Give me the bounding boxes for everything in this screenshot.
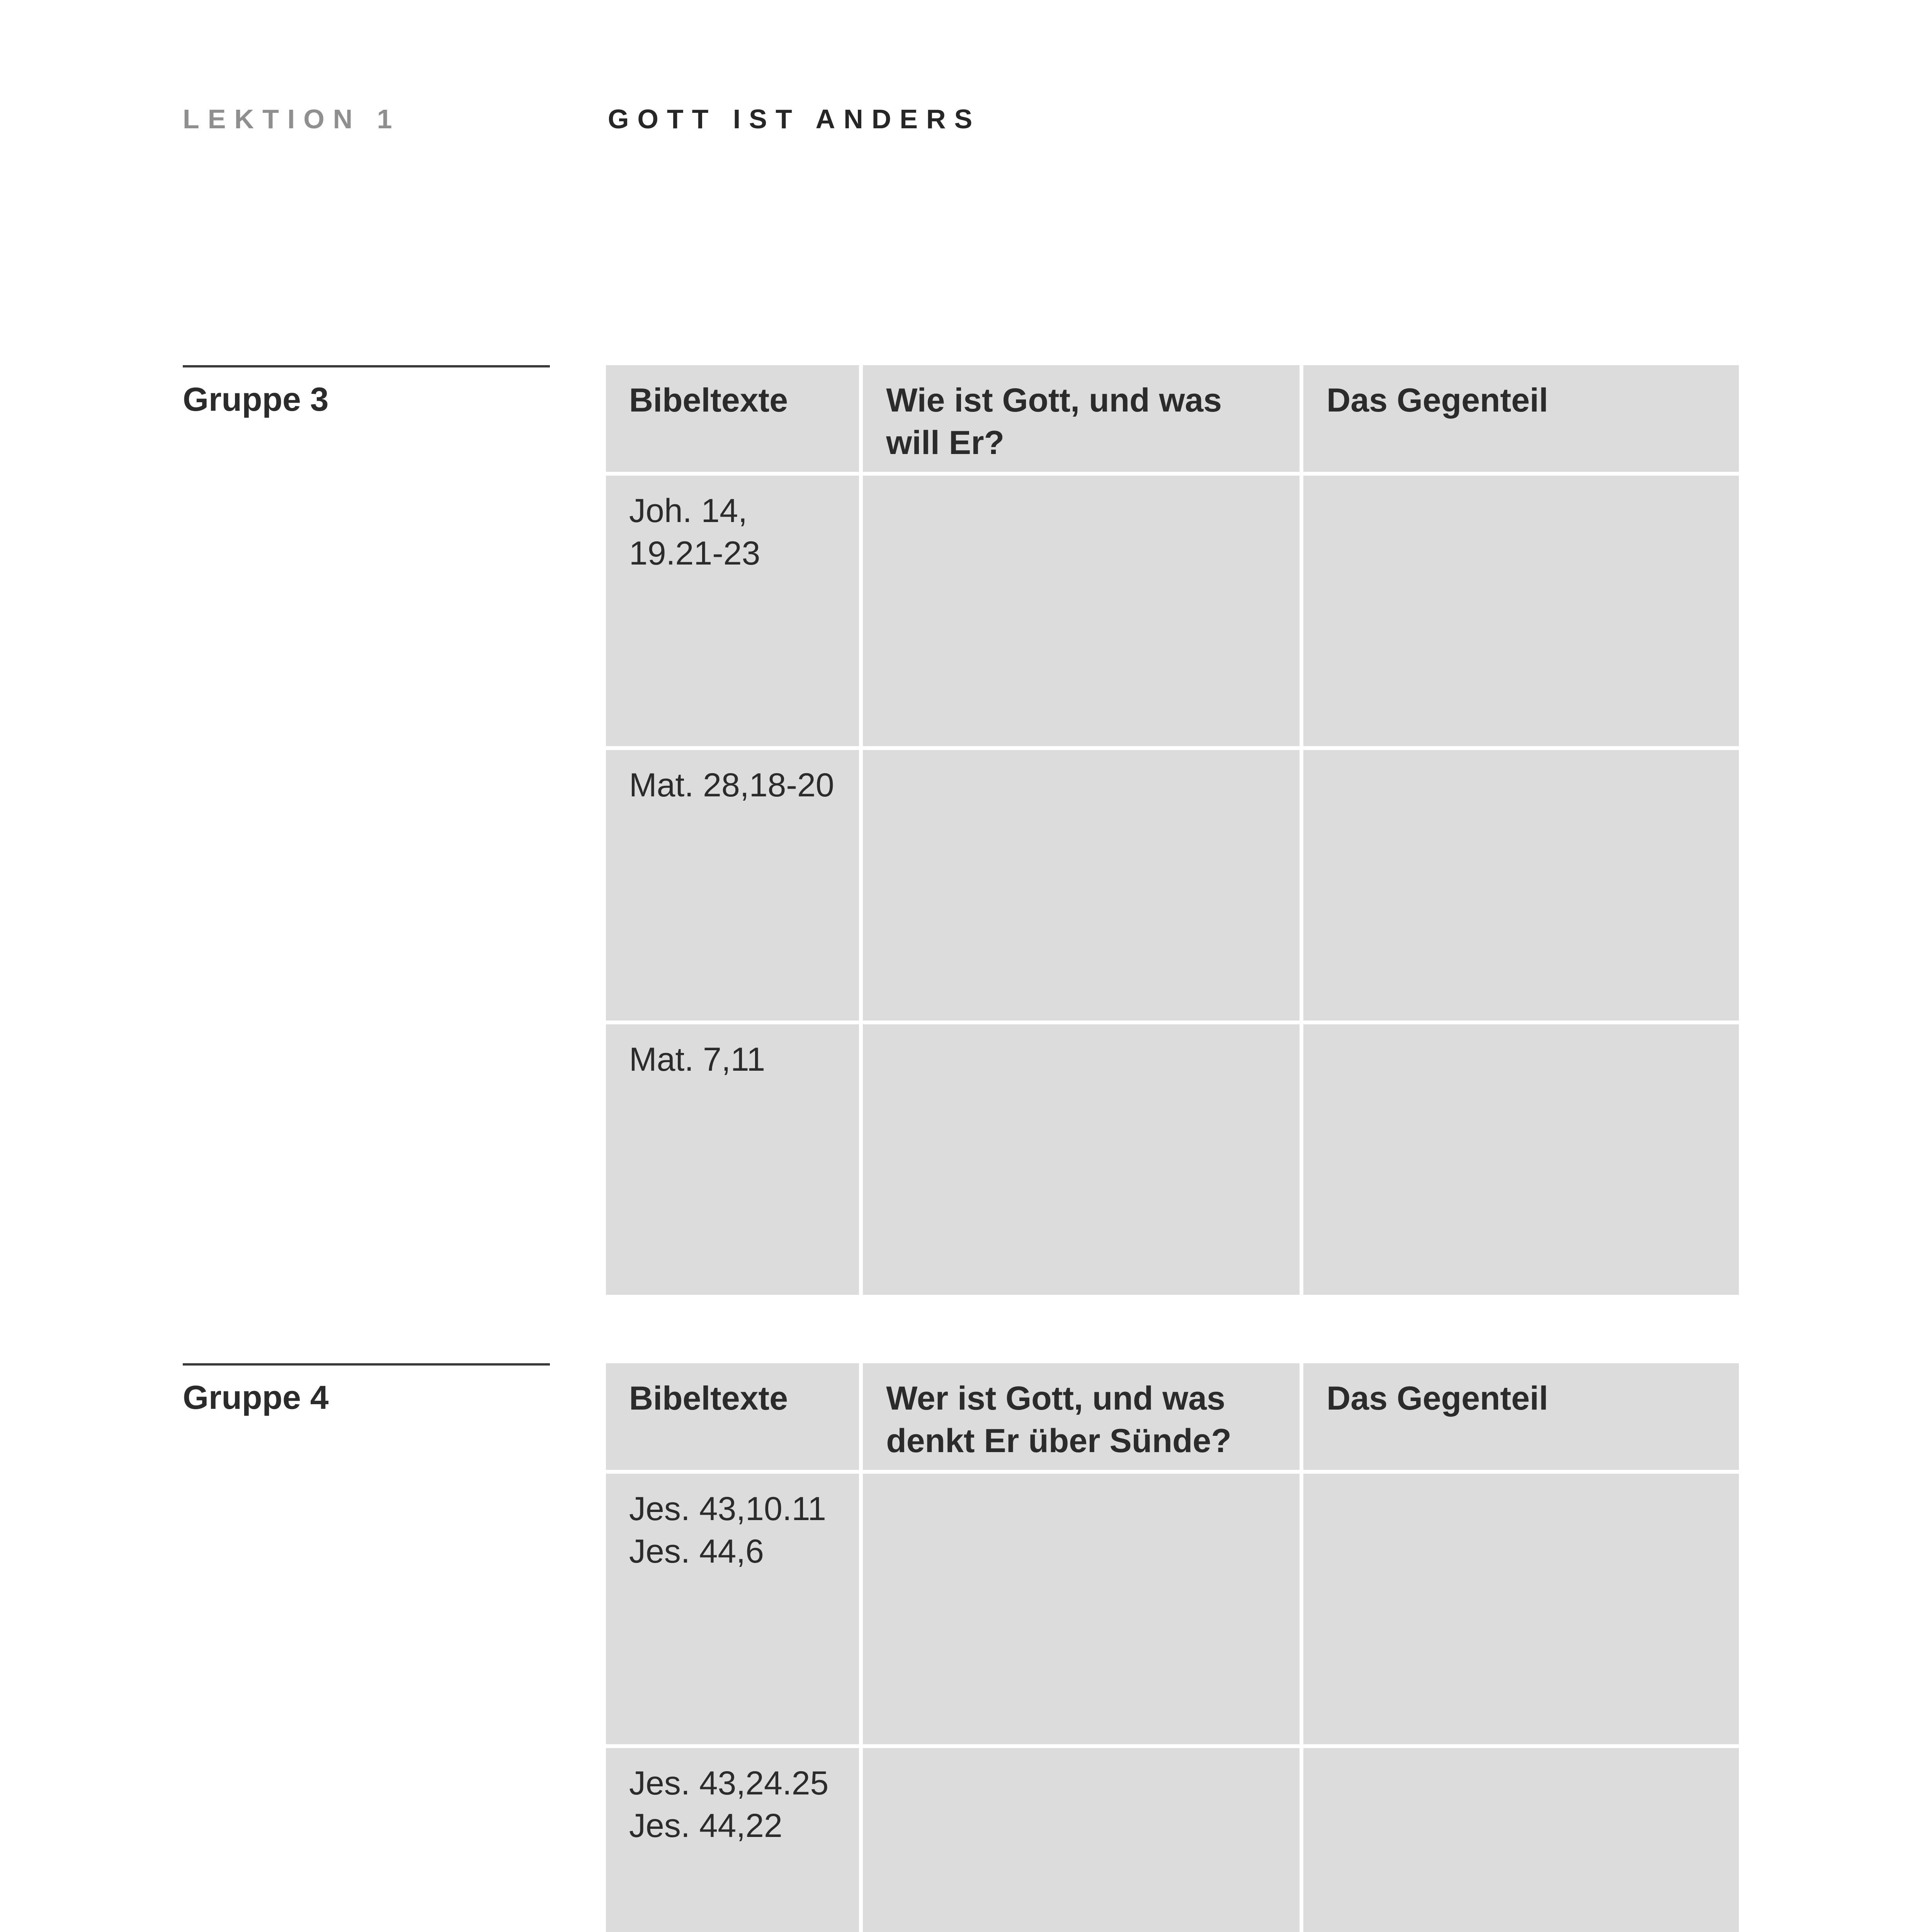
opposite-cell[interactable] [1303, 750, 1739, 1020]
group-label: Gruppe 3 [183, 381, 329, 418]
bible-reference: Mat. 28,18-20 [629, 767, 834, 804]
bible-reference-cell [606, 1024, 859, 1295]
bible-reference-cell [606, 1474, 859, 1744]
group-3-worksheet-table [602, 361, 1743, 1299]
answer-cell[interactable] [863, 1474, 1300, 1744]
group-divider [183, 365, 550, 367]
table-row [606, 1474, 1739, 1744]
bible-reference-cell [606, 750, 859, 1020]
column-header-bible-texts: Bibeltexte [606, 365, 859, 472]
lesson-label: LEKTION 1 [183, 104, 401, 134]
table-row [606, 750, 1739, 1020]
opposite-cell[interactable] [1303, 1474, 1739, 1744]
opposite-cell[interactable] [1303, 476, 1739, 746]
answer-cell[interactable] [863, 1748, 1300, 1932]
bible-reference-cell [606, 476, 859, 746]
table-header-row [606, 1363, 1739, 1470]
column-header-what-is-god: Wie ist Gott, und was will Er? [863, 365, 1300, 472]
column-header-who-is-god: Wer ist Gott, und was denkt Er über Sünde? [863, 1363, 1300, 1470]
answer-cell[interactable] [863, 476, 1300, 746]
table-header-row [606, 365, 1739, 472]
bible-reference: Mat. 7,11 [629, 1041, 765, 1078]
group-divider [183, 1363, 550, 1366]
bible-reference: Jes. 43,24.25 [629, 1765, 829, 1802]
opposite-cell[interactable] [1303, 1024, 1739, 1295]
table-row [606, 476, 1739, 746]
table-row [606, 1748, 1739, 1932]
column-header-opposite: Das Gegenteil [1303, 1363, 1739, 1470]
bible-reference: Joh. 14, [629, 492, 747, 529]
running-header [0, 104, 1917, 134]
group-label: Gruppe 4 [183, 1379, 329, 1416]
opposite-cell[interactable] [1303, 1748, 1739, 1932]
answer-cell[interactable] [863, 750, 1300, 1020]
answer-cell[interactable] [863, 1024, 1300, 1295]
column-header-bible-texts: Bibeltexte [606, 1363, 859, 1470]
bible-reference: Jes. 43,10.11 [629, 1490, 826, 1527]
column-header-opposite: Das Gegenteil [1303, 365, 1739, 472]
bible-reference: Jes. 44,6 [629, 1533, 764, 1570]
group-4-worksheet-table [602, 1359, 1743, 1932]
bible-reference: Jes. 44,22 [629, 1807, 782, 1844]
bible-reference-cell [606, 1748, 859, 1932]
lesson-title: GOTT IST ANDERS [608, 104, 981, 134]
bible-reference: 19.21-23 [629, 535, 760, 572]
table-row [606, 1024, 1739, 1295]
